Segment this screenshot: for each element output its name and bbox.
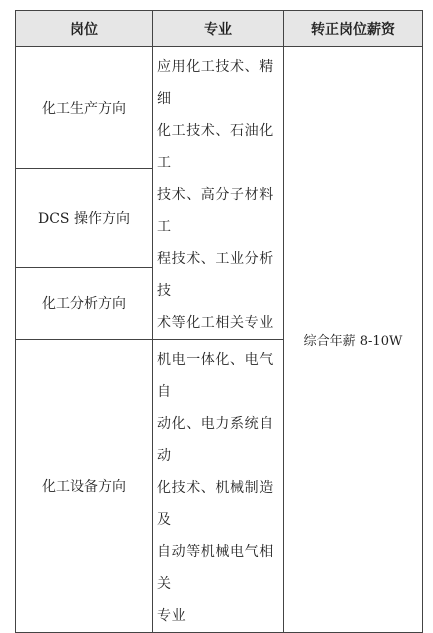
header-position: 岗位: [16, 11, 153, 47]
major-line: 应用化工技术、精细: [157, 59, 274, 107]
position-chemical-production: 化工生产方向: [16, 47, 153, 169]
position-salary-table: [15, 10, 423, 633]
major-line: 动化、电力系统自动: [157, 416, 274, 464]
major-chemical-group: [153, 47, 284, 340]
header-major: 专业: [153, 11, 284, 47]
major-line: 术等化工相关专业: [157, 315, 274, 331]
position-chemical-equipment: 化工设备方向: [16, 340, 153, 633]
position-dcs-operation: DCS 操作方向: [16, 169, 153, 268]
major-line: 技术、高分子材料工: [157, 187, 274, 235]
major-line: 机电一体化、电气自: [157, 352, 274, 400]
major-line: 专业: [157, 608, 187, 624]
major-mechanical-group: [153, 340, 284, 633]
major-line: 化技术、机械制造及: [157, 480, 274, 528]
recruitment-table-container: [15, 10, 423, 633]
table-row: [16, 47, 423, 169]
major-line: 程技术、工业分析技: [157, 251, 274, 299]
salary-cell: 综合年薪 8-10W: [284, 47, 423, 633]
position-chemical-analysis: 化工分析方向: [16, 267, 153, 339]
header-salary: 转正岗位薪资: [284, 11, 423, 47]
major-line: 自动等机械电气相关: [157, 544, 274, 592]
table-header-row: [16, 11, 423, 47]
major-line: 化工技术、石油化工: [157, 123, 274, 171]
